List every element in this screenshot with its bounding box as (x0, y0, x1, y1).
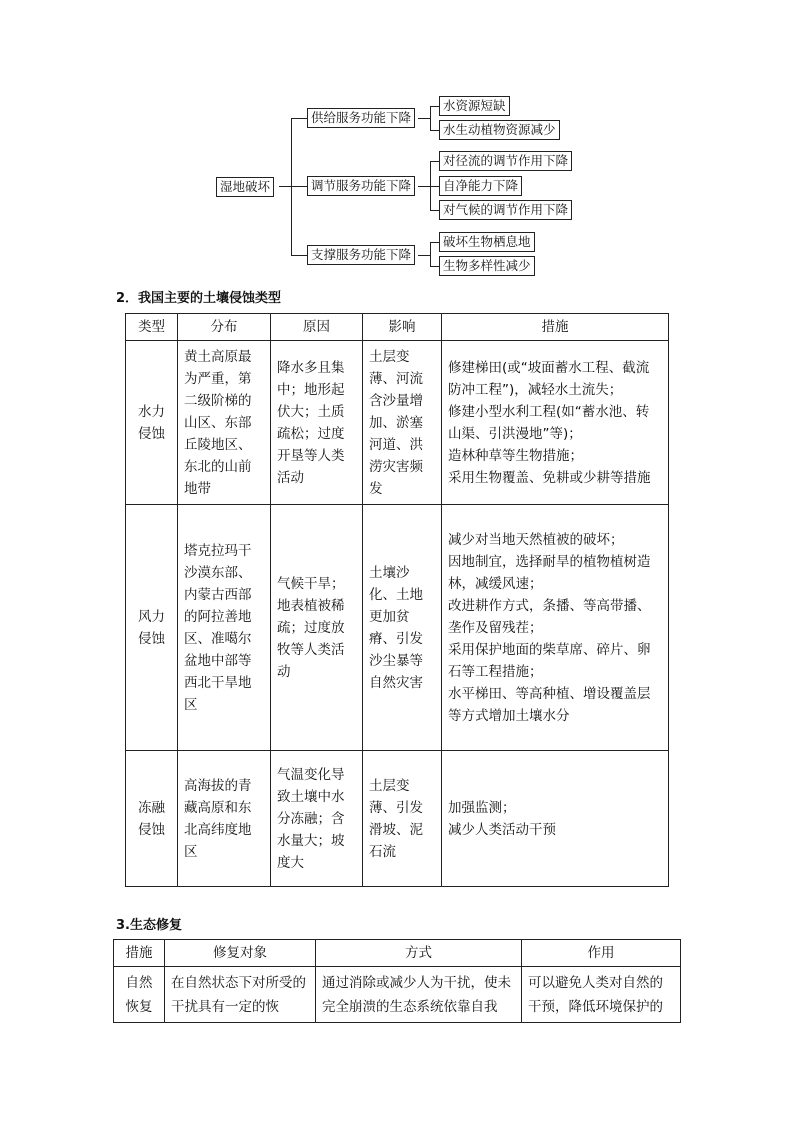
measure-item: 加强监测； (448, 799, 516, 816)
table-row (126, 751, 669, 887)
connector-line (418, 255, 430, 256)
distribution-cell: 黄土高原最为严重，第二级阶梯的山区、东部丘陵地区、东北的山前地带 (178, 341, 271, 505)
erosion-type-cell: 风力侵蚀 (126, 505, 178, 751)
measure-item: 因地制宜，选择耐旱的植物植树造林，减缓风速； (448, 553, 651, 592)
connector-line (430, 242, 439, 243)
diagram-branch (307, 176, 415, 196)
column-header: 分布 (178, 314, 271, 341)
diagram-leaf (439, 232, 535, 252)
connector-line (430, 106, 431, 130)
measure-item: 修建梯田(或“坡面蓄水工程、截流防冲工程”)，减轻水土流失； (448, 359, 650, 398)
connector-line (430, 242, 431, 266)
ecological-restoration-table (113, 939, 681, 1023)
measure-type-cell: 自然恢复 (114, 967, 165, 1023)
diagram-leaf (439, 96, 510, 116)
impact-cell: 土层变薄、河流含沙量增加、淤塞河道、洪涝灾害频发 (363, 341, 442, 505)
erosion-type-cell: 冻融侵蚀 (126, 751, 178, 887)
diagram-leaf-label: 水资源短缺 (443, 98, 506, 113)
connector-line (430, 186, 439, 187)
diagram-leaf (439, 200, 572, 220)
measure-item: 造林种草等生物措施； (448, 447, 583, 464)
impact-cell: 土壤沙化、土地更加贫瘠、引发沙尘暴等自然灾害 (363, 505, 442, 751)
diagram-branch (307, 245, 415, 265)
measure-item: 采用保护地面的柴草席、碎片、卵石等工程措施； (448, 641, 651, 680)
connector-line (291, 186, 307, 187)
diagram-branch-label: 支撑服务功能下降 (311, 247, 412, 262)
diagram-leaf-label: 水生动植物资源减少 (443, 122, 556, 137)
column-header: 措施 (114, 940, 165, 967)
connector-line (418, 118, 430, 119)
column-header: 作用 (522, 940, 681, 967)
table-row (114, 967, 681, 1023)
diagram-leaf-label: 生物多样性减少 (443, 258, 531, 273)
column-header: 修复对象 (165, 940, 316, 967)
effect-cell: 可以避免人类对自然的干预，降低环境保护的 (522, 967, 681, 1023)
diagram-leaf-label: 自净能力下降 (443, 178, 519, 193)
connector-line (279, 186, 291, 187)
wetland-damage-diagram (0, 0, 794, 290)
connector-line (430, 161, 439, 162)
column-header: 措施 (442, 314, 669, 341)
diagram-branch-label: 供给服务功能下降 (311, 110, 412, 125)
diagram-leaf (439, 120, 560, 140)
connector-line (291, 255, 307, 256)
connector-line (291, 118, 307, 119)
measure-item: 改进耕作方式，条播、等高带播、垄作及留残茬； (448, 597, 651, 636)
diagram-leaf-label: 对径流的调节作用下降 (443, 153, 569, 168)
measures-cell (442, 341, 669, 505)
target-cell: 在自然状态下对所受的干扰具有一定的恢 (165, 967, 316, 1023)
impact-cell: 土层变薄、引发滑坡、泥石流 (363, 751, 442, 887)
diagram-leaf (439, 176, 522, 196)
erosion-type-cell: 水力侵蚀 (126, 341, 178, 505)
column-header: 影响 (363, 314, 442, 341)
diagram-root-label: 湿地破坏 (220, 179, 271, 194)
measures-cell (442, 751, 669, 887)
cause-cell: 降水多且集中；地形起伏大；土质疏松；过度开垦等人类活动 (271, 341, 363, 505)
connector-line (430, 130, 439, 131)
table-header-row (114, 940, 681, 967)
measure-item: 水平梯田、等高种植、增设覆盖层等方式增加土壤水分 (448, 685, 651, 724)
connector-line (430, 210, 439, 211)
diagram-root (216, 177, 274, 197)
cause-cell: 气温变化导致土壤中水分冻融；含水量大；坡度大 (271, 751, 363, 887)
measures-cell (442, 505, 669, 751)
diagram-leaf-label: 破坏生物栖息地 (443, 234, 531, 249)
cause-cell: 气候干旱；地表植被稀疏；过度放牧等人类活动 (271, 505, 363, 751)
diagram-branch (307, 108, 415, 128)
table-row (126, 341, 669, 505)
measure-item: 减少人类活动干预 (448, 821, 556, 838)
table-header-row (126, 314, 669, 341)
column-header: 类型 (126, 314, 178, 341)
diagram-leaf-label: 对气候的调节作用下降 (443, 202, 569, 217)
connector-line (430, 106, 439, 107)
diagram-branch-label: 调节服务功能下降 (311, 178, 412, 193)
column-header: 原因 (271, 314, 363, 341)
soil-erosion-table (125, 313, 669, 887)
diagram-leaf (439, 256, 535, 276)
connector-line (430, 266, 439, 267)
connector-line (418, 186, 430, 187)
diagram-leaf (439, 151, 572, 171)
column-header: 方式 (316, 940, 522, 967)
section-heading: 2．我国主要的土壤侵蚀类型 (116, 291, 282, 306)
measure-item: 减少对当地天然植被的破坏； (448, 531, 624, 548)
table-row (126, 505, 669, 751)
method-cell: 通过消除或减少人为干扰，使未完全崩溃的生态系统依靠自我 (316, 967, 522, 1023)
measure-item: 采用生物覆盖、免耕或少耕等措施 (448, 469, 651, 486)
distribution-cell: 高海拔的青藏高原和东北高纬度地区 (178, 751, 271, 887)
measure-item: 修建小型水利工程(如“蓄水池、转山渠、引洪漫地”等)； (448, 403, 650, 442)
distribution-cell: 塔克拉玛干沙漠东部、内蒙古西部的阿拉善地区、准噶尔盆地中部等西北干旱地区 (178, 505, 271, 751)
section-heading: 3.生态修复 (116, 918, 182, 933)
